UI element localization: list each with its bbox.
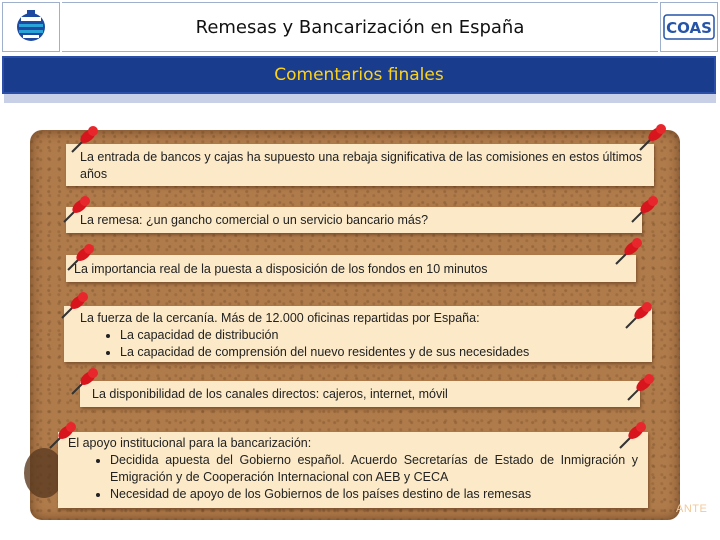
note-bullet: • Decidida apuesta del Gobierno español. Acuerdo Secretarías de Estado de Inmigración y Emigración y de Cooperación Internacional con AEB y CECA xyxy=(110,452,638,486)
note-text: El apoyo institucional para la bancarización: xyxy=(68,436,312,450)
watermark-text: ANTE xyxy=(676,503,708,515)
note-text: La entrada de bancos y cajas ha supuesto una rebaja significativa de las comisiones en estos últimos años xyxy=(80,150,643,181)
pushpin-icon xyxy=(628,192,662,226)
note-card xyxy=(66,255,636,282)
pushpin-icon xyxy=(612,234,646,268)
building-logo-icon xyxy=(3,3,59,51)
pushpin-icon xyxy=(616,418,650,452)
note-bullet: • Necesidad de apoyo de los Gobiernos de los países destino de las remesas xyxy=(110,486,638,503)
left-logo xyxy=(2,2,60,52)
note-text: La importancia real de la puesta a disposición de los fondos en 10 minutos xyxy=(74,262,488,276)
note-card xyxy=(58,432,648,508)
note-card xyxy=(80,381,640,407)
note-bullet: • La capacidad de comprensión del nuevo residentes y de sus necesidades xyxy=(120,344,642,361)
note-card xyxy=(66,207,642,233)
pushpin-icon xyxy=(68,122,102,156)
pushpin-icon xyxy=(68,364,102,398)
pushpin-icon xyxy=(60,192,94,226)
pushpin-icon xyxy=(58,288,92,322)
pushpin-icon xyxy=(636,120,670,154)
pushpin-icon xyxy=(622,298,656,332)
pushpin-icon xyxy=(624,370,658,404)
right-logo xyxy=(660,2,718,52)
title-bar-shadow xyxy=(4,94,716,103)
pushpin-icon xyxy=(46,418,80,452)
note-text: La remesa: ¿un gancho comercial o un servicio bancario más? xyxy=(80,213,429,227)
note-card xyxy=(64,306,652,362)
section-title-bar xyxy=(2,56,716,94)
note-card xyxy=(66,144,654,186)
note-text: La disponibilidad de los canales directos: cajeros, internet, móvil xyxy=(92,387,448,401)
note-bullet: • La capacidad de distribución xyxy=(120,327,642,344)
pushpin-icon xyxy=(64,240,98,274)
page-title: Remesas y Bancarización en España xyxy=(62,2,658,52)
right-logo-text: COAS xyxy=(666,19,712,37)
note-text: La fuerza de la cercanía. Más de 12.000 oficinas repartidas por España: xyxy=(80,311,480,325)
section-title: Comentarios finales xyxy=(274,65,444,85)
